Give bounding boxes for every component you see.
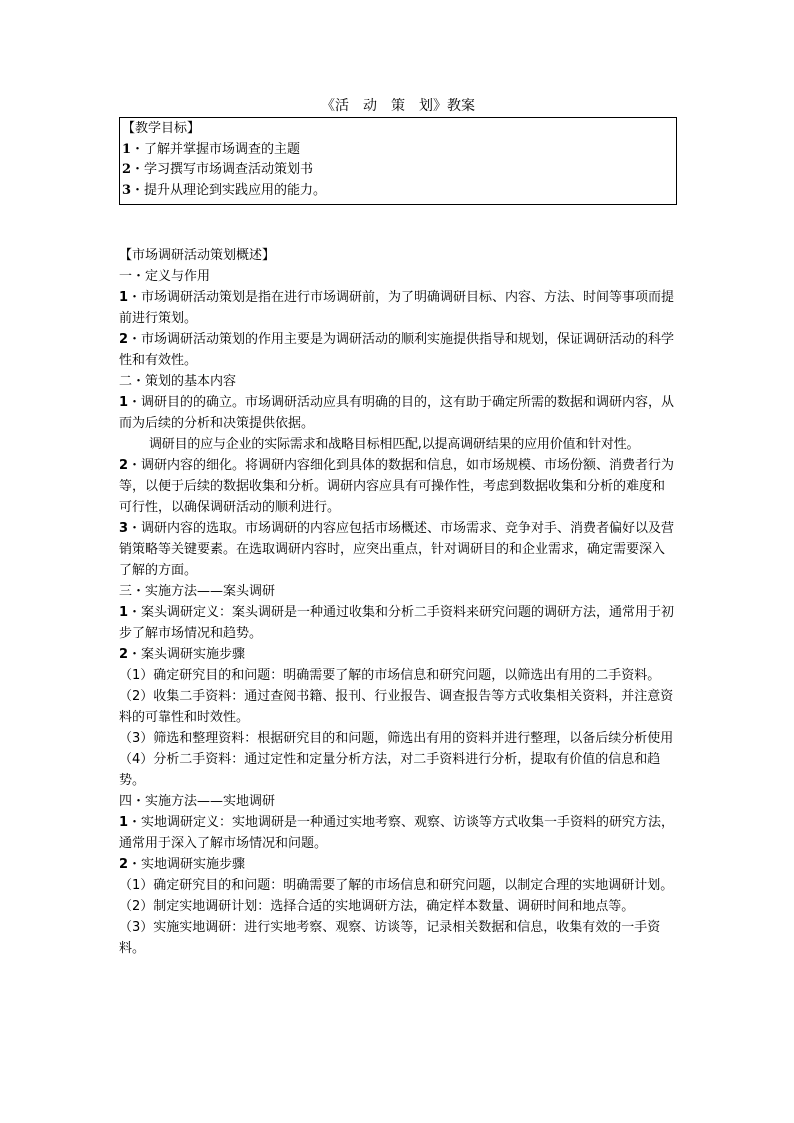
goal-item: [122, 181, 674, 202]
document-page: [119, 96, 677, 959]
paragraph-text: ・市场调研活动策划的作用主要是为调研活动的顺利实施提供指导和规划，保证调研活动的科学性和有效性。: [119, 332, 675, 368]
paragraph: [119, 812, 677, 854]
section-title: 二・策划的基本内容: [119, 374, 237, 389]
goals-heading: 【教学目标】: [122, 121, 201, 136]
paragraph-indented: 调研目的应与企业的实际需求和战略目标相匹配,以提高调研结果的应用价值和针对性。: [149, 437, 640, 452]
goal-text: ・提升从理论到实践应用的能力。: [131, 182, 327, 198]
paragraph: [119, 329, 677, 371]
paragraph-number: 2: [119, 857, 129, 872]
goal-number: 1: [122, 141, 132, 157]
step-item: （1）确定研究目的和问题：明确需要了解的市场信息和研究问题，以制定合理的实地调研计划。: [119, 878, 674, 893]
paragraph-text: ・调研内容的细化。将调研内容细化到具体的数据和信息，如市场规模、市场份额、消费者行为等，以便于后续的数据收集和分析。调研内容应具有可操作性，考虑到数据收集和分析的难度和可行性，以确保调研活动的顺利进行。: [119, 458, 675, 515]
paragraph-number: 2: [119, 458, 129, 473]
paragraph: [119, 392, 677, 434]
paragraph: [119, 287, 677, 329]
goal-item: [122, 140, 674, 161]
goal-text: ・了解并掌握市场调查的主题: [131, 141, 301, 157]
paragraph: [119, 455, 677, 518]
paragraph-number: 3: [119, 521, 129, 536]
goal-number: 2: [122, 162, 132, 177]
paragraph-number: 1: [119, 815, 129, 830]
step-item: （3）实施实地调研：进行实地考察、观察、访谈等，记录相关数据和信息，收集有效的一手资料。: [119, 920, 661, 956]
paragraph-number: 1: [119, 605, 129, 620]
step-item: （2）制定实地调研计划：选择合适的实地调研方法，确定样本数量、调研时间和地点等。: [119, 899, 635, 914]
paragraph: [119, 644, 677, 665]
goal-text: ・学习撰写市场调查活动策划书: [131, 162, 314, 177]
step-item: （1）确定研究目的和问题：明确需要了解的市场信息和研究问题，以筛选出有用的二手资料。: [119, 668, 661, 683]
goal-item: [122, 160, 674, 181]
page-title: 《活 动 策 划》教案: [321, 98, 475, 114]
teaching-goals-box: [119, 117, 677, 205]
paragraph: [119, 854, 677, 875]
step-item: （2）收集二手资料：通过查阅书籍、报刊、行业报告、调查报告等方式收集相关资料，并注意资料的可靠性和时效性。: [119, 689, 674, 725]
step-item: （4）分析二手资料：通过定性和定量分析方法，对二手资料进行分析，提取有价值的信息和趋势。: [119, 752, 661, 788]
step-item: （3）筛选和整理资料：根据研究目的和问题，筛选出有用的资料并进行整理，以备后续分析使用: [119, 731, 674, 746]
spacer: [119, 205, 677, 245]
section-title: 三・实施方法——案头调研: [119, 584, 276, 599]
paragraph-number: 1: [119, 290, 129, 305]
paragraph-text: ・实地调研定义：实地调研是一种通过实地考察、观察、访谈等方式收集一手资料的研究方法，通常用于深入了解市场情况和问题。: [119, 815, 675, 851]
paragraph-text: ・调研内容的选取。市场调研的内容应包括市场概述、市场需求、竞争对手、消费者偏好以及营销策略等关键要素。在选取调研内容时，应突出重点，针对调研目的和企业需求，确定需要深入了解的方面。: [119, 521, 675, 578]
paragraph-text: ・实地调研实施步骤: [128, 857, 246, 872]
section-title: 一・定义与作用: [119, 269, 211, 284]
paragraph-text: ・调研目的的确立。市场调研活动应具有明确的目的，这有助于确定所需的数据和调研内容，从而为后续的分析和决策提供依据。: [119, 395, 675, 431]
paragraph-number: 2: [119, 332, 129, 347]
paragraph-number: 2: [119, 647, 129, 662]
paragraph-text: ・案头调研实施步骤: [128, 647, 246, 662]
goal-number: 3: [122, 182, 132, 198]
paragraph-text: ・市场调研活动策划是指在进行市场调研前，为了明确调研目标、内容、方法、时间等事项而提前进行策划。: [119, 290, 675, 326]
paragraph: [119, 518, 677, 581]
section-title: 四・实施方法——实地调研: [119, 794, 276, 809]
overview-heading: 【市场调研活动策划概述】: [119, 248, 276, 263]
paragraph: [119, 602, 677, 644]
paragraph-number: 1: [119, 395, 129, 410]
paragraph-text: ・案头调研定义：案头调研是一种通过收集和分析二手资料来研究问题的调研方法，通常用于初步了解市场情况和趋势。: [119, 605, 675, 641]
